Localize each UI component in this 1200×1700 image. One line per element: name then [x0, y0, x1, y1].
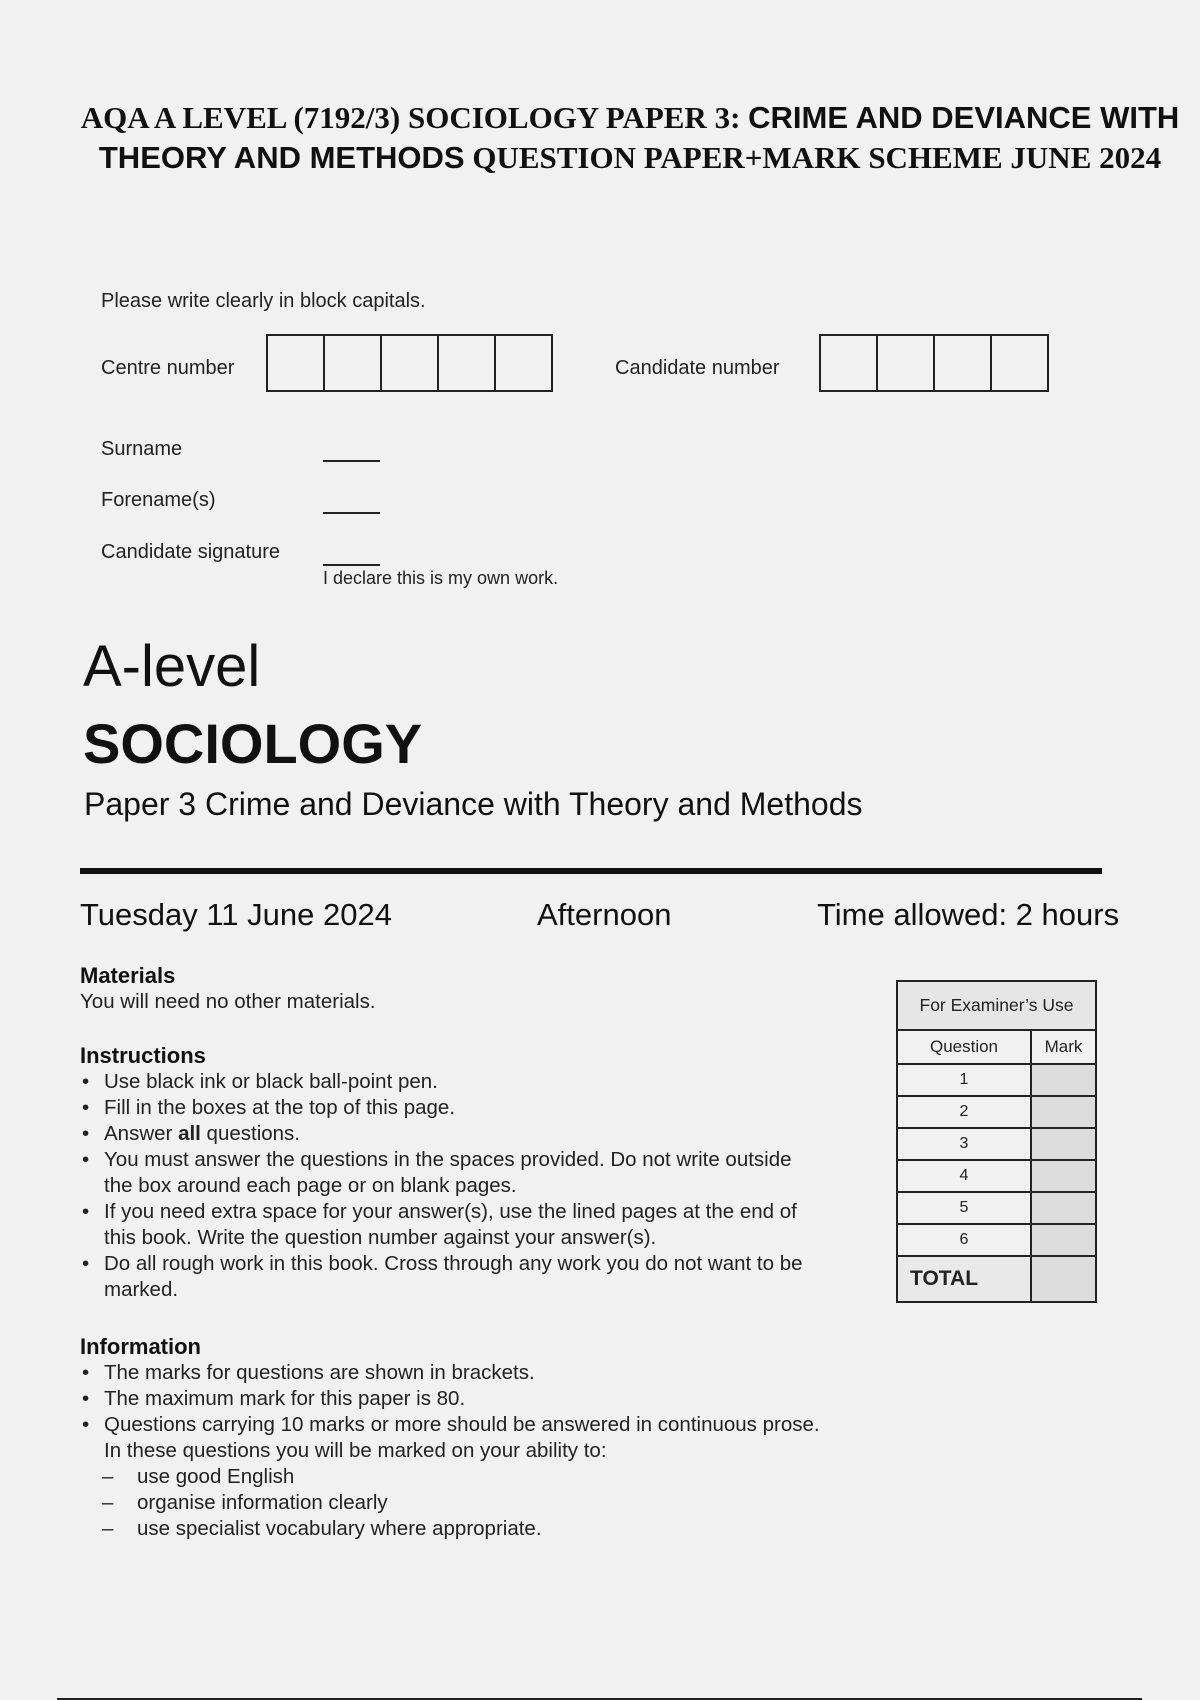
- exam-session: Afternoon: [537, 897, 672, 932]
- information-subitem: – organise information clearly: [80, 1490, 820, 1516]
- question-number: 2: [897, 1096, 1031, 1128]
- time-allowed: Time allowed: 2 hours: [817, 897, 1120, 932]
- centre-number-cell[interactable]: [268, 336, 325, 390]
- examiner-table-heading: For Examiner’s Use: [897, 981, 1096, 1030]
- title-part-3: QUESTION PAPER+MARK SCHEME JUNE 2024: [464, 140, 1162, 175]
- centre-number-cell[interactable]: [382, 336, 439, 390]
- forename-field[interactable]: [323, 512, 380, 514]
- instruction-continuation: this book. Write the question number against your answer(s).: [104, 1226, 657, 1249]
- surname-label: Surname: [101, 438, 183, 460]
- information-continuation: In these questions you will be marked on your ability to:: [104, 1439, 607, 1462]
- signature-field[interactable]: [323, 564, 380, 566]
- total-mark-cell[interactable]: [1031, 1256, 1096, 1302]
- question-column-header: Question: [897, 1030, 1031, 1064]
- candidate-number-boxes[interactable]: [819, 334, 1049, 392]
- examiner-use-table: [896, 980, 1097, 1303]
- block-capitals-instruction: Please write clearly in block capitals.: [101, 290, 426, 312]
- centre-number-cell[interactable]: [496, 336, 551, 390]
- information-section: [80, 1333, 820, 1542]
- divider: [80, 868, 1102, 874]
- information-item: • The maximum mark for this paper is 80.: [80, 1386, 820, 1412]
- materials-text: You will need no other materials.: [80, 990, 376, 1013]
- mark-cell[interactable]: [1031, 1224, 1096, 1256]
- instructions-heading: Instructions: [80, 1043, 206, 1068]
- subject-title: SOCIOLOGY: [83, 712, 423, 775]
- instruction-item: • Fill in the boxes at the top of this page.: [80, 1095, 803, 1121]
- centre-number-cell[interactable]: [325, 336, 382, 390]
- total-label: TOTAL: [897, 1256, 1031, 1302]
- centre-number-boxes[interactable]: [266, 334, 553, 392]
- mark-cell[interactable]: [1031, 1096, 1096, 1128]
- instruction-continuation: the box around each page or on blank pages.: [104, 1174, 517, 1197]
- qualification-level: A-level: [83, 634, 261, 699]
- instruction-text: Answer: [104, 1122, 179, 1145]
- materials-section: [80, 962, 376, 1015]
- centre-number-cell[interactable]: [439, 336, 496, 390]
- candidate-number-cell[interactable]: [821, 336, 878, 390]
- exam-date: Tuesday 11 June 2024: [80, 897, 392, 932]
- candidate-number-cell[interactable]: [878, 336, 935, 390]
- forename-label: Forename(s): [101, 489, 216, 511]
- question-number: 6: [897, 1224, 1031, 1256]
- instruction-emphasis: all: [178, 1122, 201, 1145]
- mark-cell[interactable]: [1031, 1128, 1096, 1160]
- signature-label: Candidate signature: [101, 541, 281, 563]
- instruction-item: • If you need extra space for your answer(s), use the lined pages at the end of: [80, 1199, 803, 1225]
- information-item: • The marks for questions are shown in brackets.: [80, 1360, 820, 1386]
- instruction-continuation: marked.: [104, 1278, 179, 1301]
- candidate-number-label: Candidate number: [615, 357, 780, 379]
- instruction-item: • Do all rough work in this book. Cross through any work you do not want to be: [80, 1251, 803, 1277]
- candidate-number-cell[interactable]: [992, 336, 1047, 390]
- information-subitem: – use good English: [80, 1464, 820, 1490]
- question-number: 1: [897, 1064, 1031, 1096]
- mark-cell[interactable]: [1031, 1064, 1096, 1096]
- mark-cell[interactable]: [1031, 1160, 1096, 1192]
- candidate-number-cell[interactable]: [935, 336, 992, 390]
- instructions-section: [80, 1042, 803, 1303]
- paper-title: Paper 3 Crime and Deviance with Theory and Methods: [84, 786, 863, 822]
- information-heading: Information: [80, 1334, 201, 1359]
- question-number: 4: [897, 1160, 1031, 1192]
- title-part-2: CRIME AND DEVIANCE WITH THEORY AND METHODS: [98, 100, 1180, 175]
- declaration-text: I declare this is my own work.: [323, 568, 559, 588]
- instruction-item: • Use black ink or black ball-point pen.: [80, 1069, 803, 1095]
- question-number: 5: [897, 1192, 1031, 1224]
- materials-heading: Materials: [80, 963, 176, 988]
- instruction-item: • You must answer the questions in the spaces provided. Do not write outside: [80, 1147, 803, 1173]
- question-number: 3: [897, 1128, 1031, 1160]
- title-part-1: AQA A LEVEL (7192/3) SOCIOLOGY PAPER 3:: [80, 100, 749, 135]
- mark-column-header: Mark: [1031, 1030, 1096, 1064]
- information-item: • Questions carrying 10 marks or more should be answered in continuous prose.: [80, 1412, 820, 1438]
- surname-field[interactable]: [323, 460, 380, 462]
- document-title: [60, 98, 1200, 178]
- mark-cell[interactable]: [1031, 1192, 1096, 1224]
- instruction-text: questions.: [200, 1122, 301, 1145]
- instruction-item: [80, 1121, 803, 1147]
- information-subitem: – use specialist vocabulary where appropriate.: [80, 1516, 820, 1542]
- centre-number-label: Centre number: [101, 357, 235, 379]
